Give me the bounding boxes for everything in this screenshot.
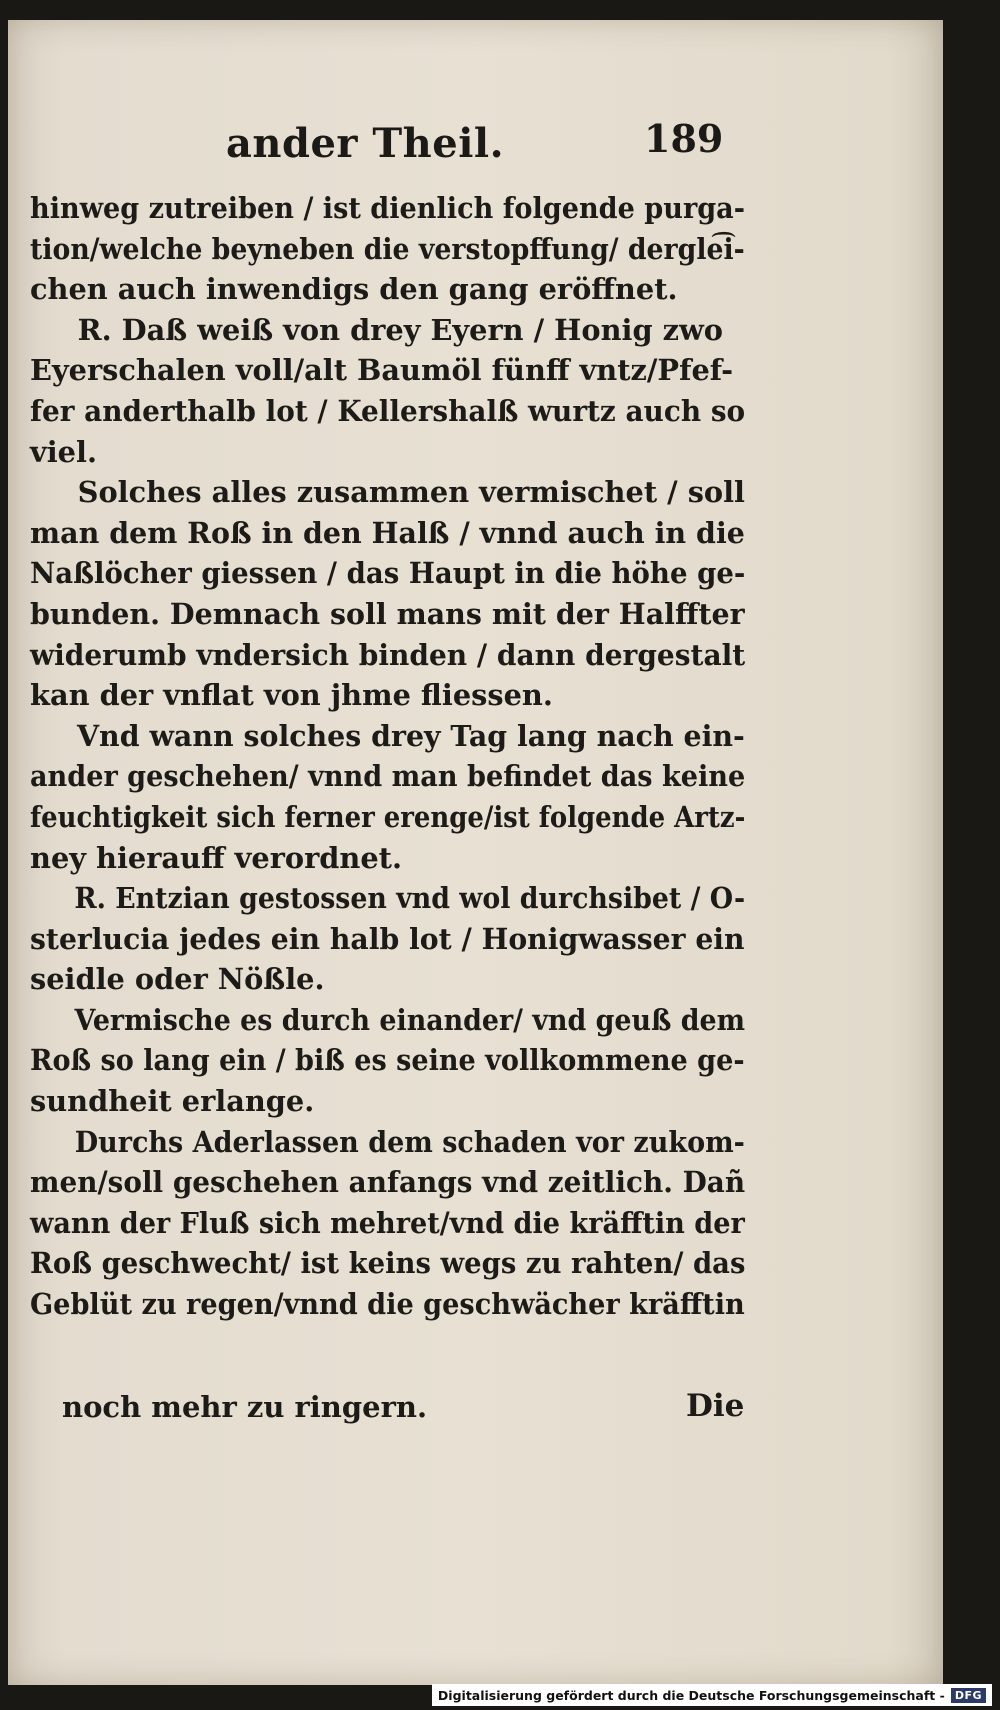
text-line: Vermische es durch einander/ vnd geuß dem	[74, 1002, 746, 1037]
text-line: ney hierauff verordnet.	[30, 840, 403, 875]
text-line: Naßlöcher giessen / das Haupt in die höhe ge-	[30, 556, 746, 591]
page-number: 189	[644, 116, 724, 161]
text-line: Geblüt zu regen/vnnd die geschwächer kräfftin	[30, 1287, 745, 1322]
text-line: chen auch inwendigs den gang eröffnet.	[30, 272, 678, 307]
digitization-footer	[432, 1684, 992, 1706]
text-line: seidle oder Nößle.	[30, 962, 325, 997]
text-line: R. Entzian gestossen vnd wol durchsibet / O-	[74, 881, 746, 916]
text-line: feuchtigkeit sich ferner erenge/ist folgende Artz-	[30, 799, 746, 834]
dfg-logo: DFG	[951, 1688, 986, 1703]
text-line: widerumb vndersich binden / dann dergestalt	[30, 637, 746, 672]
body-text	[30, 188, 750, 1325]
text-line: wann der Fluß sich mehret/vnd die kräfftin der	[30, 1205, 745, 1240]
running-head: ander Theil.	[226, 120, 505, 167]
page-content	[26, 20, 746, 1685]
text-line: sterlucia jedes ein halb lot / Honigwasser ein	[30, 921, 745, 956]
text-line: fer anderthalb lot / Kellershalß wurtz auch so	[30, 393, 746, 428]
text-line: Solches alles zusammen vermischet / soll	[77, 475, 746, 510]
text-line: Vnd wann solches drey Tag lang nach ein-	[77, 718, 745, 753]
text-line: viel.	[30, 434, 97, 469]
text-line: ander geschehen/ vnnd man befindet das keine	[30, 759, 746, 794]
text-line: kan der vnflat von jhme fliessen.	[30, 678, 553, 713]
text-line: tion/welche beyneben die verstopffung/ dergle͡i-	[30, 231, 745, 266]
text-line: Eyerschalen voll/alt Baumöl fünff vntz/Pfef-	[30, 353, 734, 388]
last-text-line: noch mehr zu ringern.	[62, 1390, 428, 1424]
footer-credit: Digitalisierung gefördert durch die Deutsche Forschungsgemeinschaft -	[437, 1687, 945, 1703]
text-line: Roß so lang ein / biß es seine vollkommene ge-	[30, 1043, 745, 1078]
text-line: hinweg zutreiben / ist dienlich folgende purga-	[30, 191, 745, 225]
text-line: man dem Roß in den Halß / vnnd auch in die	[30, 515, 745, 550]
text-line: bunden. Demnach soll mans mit der Halffter	[30, 596, 745, 631]
text-line: sundheit erlange.	[30, 1084, 315, 1119]
text-line: Durchs Aderlassen dem schaden vor zukom-	[74, 1124, 745, 1159]
book-page	[8, 20, 943, 1685]
text-line: men/soll geschehen anfangs vnd zeitlich. Dañ	[30, 1165, 746, 1200]
text-line: Roß geschwecht/ ist keins wegs zu rahten/ das	[30, 1246, 746, 1281]
catchword: Die	[686, 1388, 745, 1424]
text-line: R. Daß weiß von drey Eyern / Honig zwo	[77, 312, 723, 347]
